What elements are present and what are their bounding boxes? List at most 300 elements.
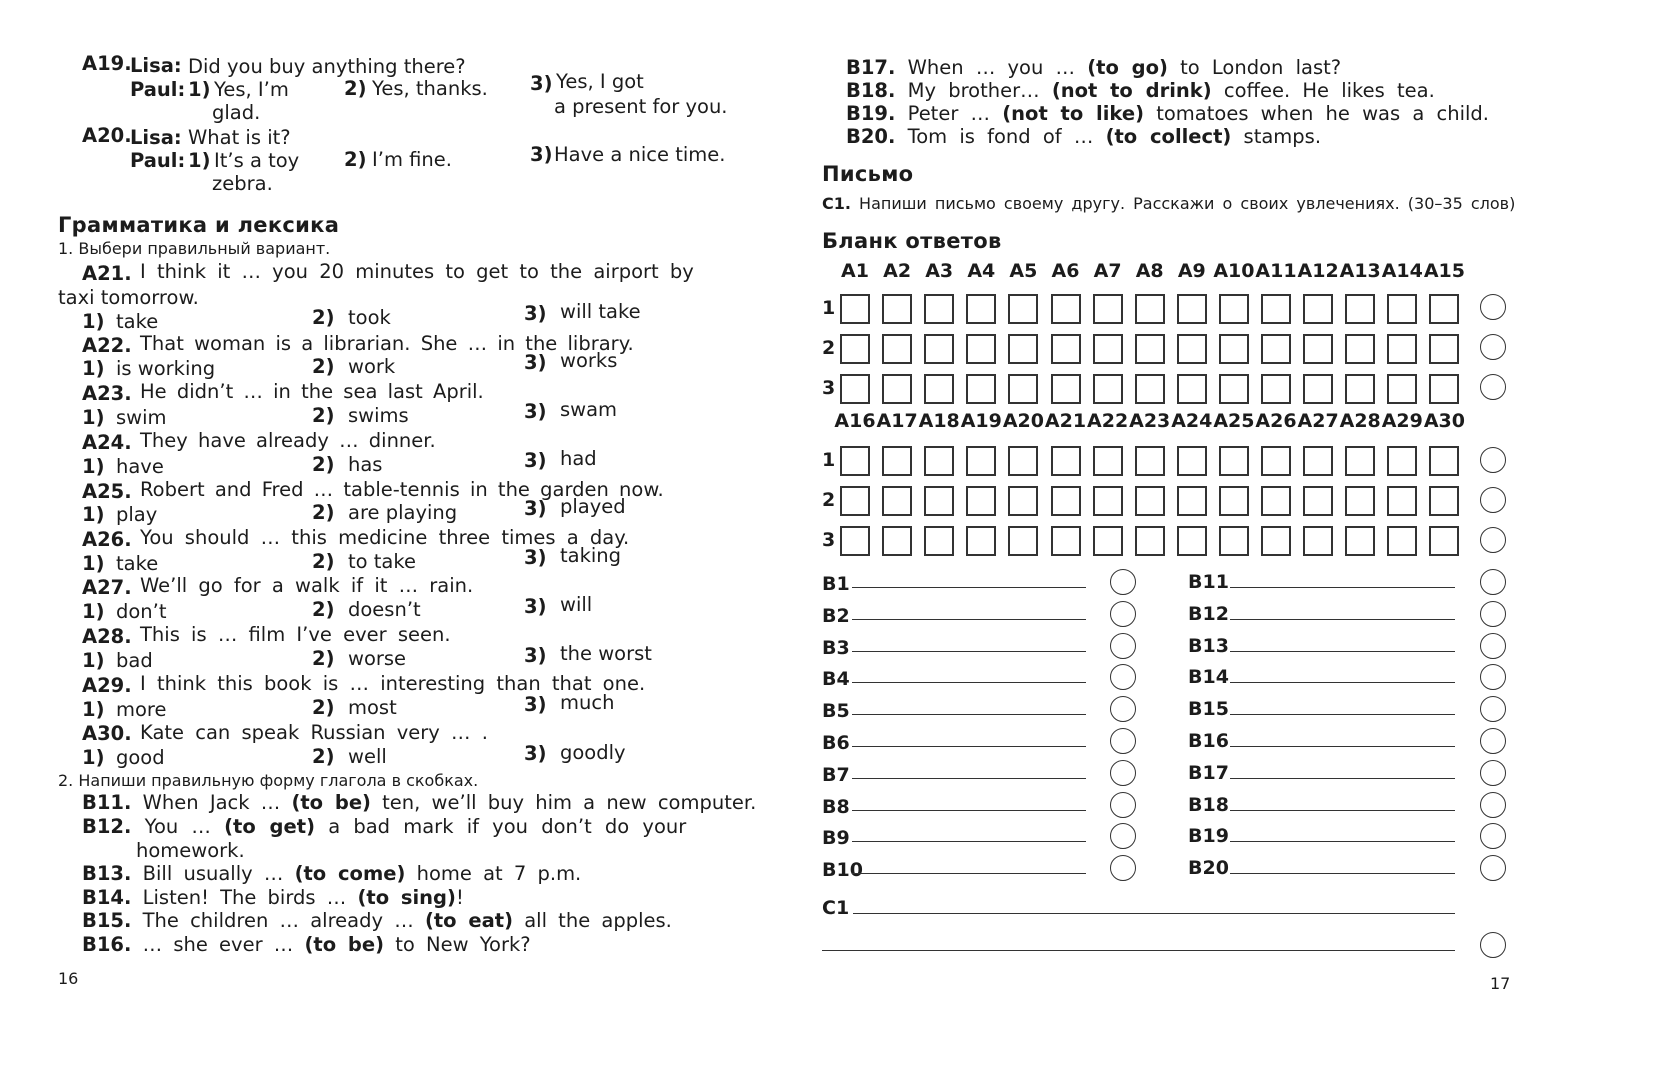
sentence-text: My brother…	[907, 79, 1040, 102]
answer-line-b4[interactable]	[852, 682, 1086, 683]
answer-box-a17-3[interactable]	[882, 526, 912, 556]
question-text: I think it … you 20 minutes to get to the airport by	[140, 260, 694, 283]
answer-box-a23-2[interactable]	[1135, 486, 1165, 516]
answer-box-a7-3[interactable]	[1093, 374, 1123, 404]
question-text: This is … film I’ve ever seen.	[140, 623, 451, 646]
score-circle-grid2-row1[interactable]	[1480, 447, 1506, 473]
answer-box-a6-2[interactable]	[1051, 334, 1081, 364]
sentence-number: B11.	[82, 791, 132, 814]
option-text: Have a nice time.	[554, 143, 726, 166]
answer-line-b13[interactable]	[1230, 651, 1455, 652]
option-text: bad	[116, 649, 153, 672]
answer-box-a22-1[interactable]	[1093, 446, 1123, 476]
answer-box-a30-3[interactable]	[1429, 526, 1459, 556]
answer-box-a1-1[interactable]	[840, 294, 870, 324]
option-text: play	[116, 503, 158, 526]
grid-row-label: 2	[822, 489, 836, 511]
answer-box-a7-2[interactable]	[1093, 334, 1123, 364]
grid-column-header: A10	[1213, 260, 1255, 282]
sentence-b11	[82, 791, 756, 815]
task-number: C1.	[822, 194, 851, 213]
score-circle-b16[interactable]	[1480, 728, 1506, 754]
score-circle-b10[interactable]	[1110, 855, 1136, 881]
grid-row-label: 1	[822, 449, 836, 471]
answer-box-a6-1[interactable]	[1051, 294, 1081, 324]
answer-box-a15-3[interactable]	[1429, 374, 1459, 404]
option-text: taking	[560, 544, 622, 567]
score-circle-grid1-row2[interactable]	[1480, 334, 1506, 360]
grid-column-header: A26	[1255, 410, 1297, 432]
option-number: 3)	[524, 302, 547, 325]
score-circle-b4[interactable]	[1110, 664, 1136, 690]
answer-box-a14-1[interactable]	[1387, 294, 1417, 324]
option-number: 1)	[82, 552, 105, 575]
sentence-text: tomatoes when he was a child.	[1156, 102, 1489, 125]
answer-box-a26-3[interactable]	[1261, 526, 1291, 556]
answer-box-a26-2[interactable]	[1261, 486, 1291, 516]
answer-label-b2: B2	[822, 604, 850, 627]
grid-column-header: A11	[1255, 260, 1297, 282]
sentence-number: B19.	[846, 102, 896, 125]
sentence-text: When … you …	[907, 56, 1076, 79]
option-number: 2)	[344, 148, 367, 171]
answer-box-a5-2[interactable]	[1008, 334, 1038, 364]
sentence-b12	[82, 815, 686, 839]
answer-box-a20-2[interactable]	[1008, 486, 1038, 516]
answer-box-a5-1[interactable]	[1008, 294, 1038, 324]
option-number: 3)	[530, 72, 553, 95]
sentence-number: B12.	[82, 815, 132, 838]
answer-label-b16: B16	[1188, 730, 1229, 752]
answer-line-b3[interactable]	[852, 651, 1086, 652]
grid-column-header: A30	[1423, 410, 1465, 432]
answer-box-a10-2[interactable]	[1219, 334, 1249, 364]
grid-column-header: A22	[1087, 410, 1129, 432]
word-count: (30–35 слов)	[1407, 194, 1516, 213]
answer-box-a30-1[interactable]	[1429, 446, 1459, 476]
question-text: They have already … dinner.	[140, 429, 436, 452]
verb-hint: (not to drink)	[1051, 79, 1212, 102]
answer-label-c1: C1	[822, 897, 850, 919]
option-text: is working	[116, 357, 216, 380]
answer-box-a26-1[interactable]	[1261, 446, 1291, 476]
score-circle-b8[interactable]	[1110, 792, 1136, 818]
question-number: A26.	[82, 528, 132, 551]
question-text-cont: taxi tomorrow.	[58, 286, 199, 309]
sentence-text: to London last?	[1180, 56, 1342, 79]
grid-column-header: A12	[1297, 260, 1339, 282]
score-circle-b17[interactable]	[1480, 760, 1506, 786]
answer-label-b18: B18	[1188, 793, 1229, 816]
option-number: 1)	[82, 310, 105, 333]
option-number: 1)	[82, 455, 105, 478]
sentence-b17	[846, 56, 1341, 80]
verb-hint: (to be)	[304, 933, 385, 956]
answer-box-a25-2[interactable]	[1219, 486, 1249, 516]
option-number: 1)	[82, 698, 105, 721]
answer-box-a24-1[interactable]	[1177, 446, 1207, 476]
option-text: will	[560, 593, 593, 616]
answer-line-b14[interactable]	[1230, 682, 1455, 683]
answer-box-a30-2[interactable]	[1429, 486, 1459, 516]
question-text: You should … this medicine three times a day.	[140, 526, 630, 549]
option-number: 3)	[524, 400, 547, 423]
grid-column-header: A20	[1002, 410, 1044, 432]
verb-hint: (not to like)	[1002, 102, 1145, 125]
sentence-text: Peter …	[907, 102, 991, 125]
answer-line-b17[interactable]	[1230, 778, 1455, 779]
answer-line-b9[interactable]	[852, 841, 1086, 842]
option-number: 3)	[524, 693, 547, 716]
answer-box-a4-2[interactable]	[966, 334, 996, 364]
option-number: 2)	[312, 598, 335, 621]
answer-line-b5[interactable]	[852, 714, 1086, 715]
sentence-text: !	[455, 886, 464, 909]
score-circle-grid1-row1[interactable]	[1480, 294, 1506, 320]
grid-column-header: A13	[1339, 260, 1381, 282]
sentence-text: to New York?	[395, 933, 531, 956]
question-number: A24.	[82, 431, 132, 454]
question-text: We’ll go for a walk if it … rain.	[140, 574, 474, 597]
answer-box-a13-1[interactable]	[1345, 294, 1375, 324]
answer-box-a2-1[interactable]	[882, 294, 912, 324]
answer-box-a28-1[interactable]	[1345, 446, 1375, 476]
letter-section-title: Письмо	[822, 162, 914, 186]
grid-row-label: 1	[822, 297, 836, 319]
answer-box-a22-3[interactable]	[1093, 526, 1123, 556]
grid-column-header: A16	[834, 410, 876, 432]
score-circle-grid1-row3[interactable]	[1480, 374, 1506, 400]
sentence-number: B16.	[82, 933, 132, 956]
answer-line-b20[interactable]	[1230, 873, 1455, 874]
option-number: 3)	[524, 546, 547, 569]
sentence-b19	[846, 102, 1489, 126]
option-text: swam	[560, 398, 618, 421]
grid-column-header: A21	[1044, 410, 1087, 432]
option-number: 1)	[82, 649, 105, 672]
answer-label-b5: B5	[822, 700, 850, 723]
answer-box-a29-3[interactable]	[1387, 526, 1417, 556]
answer-line-b10[interactable]	[852, 873, 1086, 874]
answer-box-a18-1[interactable]	[924, 446, 954, 476]
answer-line-b11[interactable]	[1230, 587, 1455, 588]
answer-box-a17-2[interactable]	[882, 486, 912, 516]
option-number: 3)	[524, 449, 547, 472]
answer-box-a13-3[interactable]	[1345, 374, 1375, 404]
answer-box-a12-1[interactable]	[1303, 294, 1333, 324]
answer-box-a4-1[interactable]	[966, 294, 996, 324]
option-text: work	[348, 355, 396, 378]
answer-label-b3: B3	[822, 636, 850, 659]
answer-label-b17: B17	[1188, 761, 1229, 784]
option-number: 2)	[312, 453, 335, 476]
sentence-b15	[82, 909, 672, 933]
answer-box-a3-2[interactable]	[924, 334, 954, 364]
answer-label-b7: B7	[822, 763, 850, 786]
answer-box-a14-2[interactable]	[1387, 334, 1417, 364]
option-number: 2)	[312, 501, 335, 524]
option-text: took	[348, 306, 391, 329]
option-number: 3)	[524, 595, 547, 618]
answer-line-b8[interactable]	[852, 810, 1086, 811]
grid-column-header: A24	[1171, 410, 1213, 432]
score-circle-b18[interactable]	[1480, 792, 1506, 818]
grid-column-header: A27	[1297, 410, 1339, 432]
answer-box-a9-1[interactable]	[1177, 294, 1207, 324]
score-circle-b3[interactable]	[1110, 633, 1136, 659]
answer-box-a27-1[interactable]	[1303, 446, 1333, 476]
question-number: A23.	[82, 382, 132, 405]
sentence-number: B15.	[82, 909, 132, 932]
option-text: works	[560, 349, 618, 372]
grid-column-header: A14	[1381, 260, 1423, 282]
answer-box-a2-3[interactable]	[882, 374, 912, 404]
answer-box-a3-1[interactable]	[924, 294, 954, 324]
answer-box-a9-2[interactable]	[1177, 334, 1207, 364]
grid-column-header: A6	[1051, 260, 1080, 282]
speaker-paul: Paul:	[130, 149, 186, 172]
option-number: 2)	[312, 355, 335, 378]
dialogue-line: What is it?	[188, 126, 291, 149]
answer-line-b16[interactable]	[1230, 746, 1455, 747]
score-circle-b11[interactable]	[1480, 569, 1506, 595]
answer-line-b6[interactable]	[852, 746, 1086, 747]
answer-line-b7[interactable]	[852, 778, 1086, 779]
option-text: swim	[116, 406, 167, 429]
option-number: 2)	[312, 306, 335, 329]
option-text: Yes, I got	[556, 70, 644, 93]
answer-box-a23-3[interactable]	[1135, 526, 1165, 556]
answer-box-a13-2[interactable]	[1345, 334, 1375, 364]
option-number: 2)	[312, 745, 335, 768]
answer-box-a28-3[interactable]	[1345, 526, 1375, 556]
option-text-cont: a present for you.	[554, 95, 728, 118]
answer-box-a27-3[interactable]	[1303, 526, 1333, 556]
answer-box-a16-2[interactable]	[840, 486, 870, 516]
answer-box-a25-3[interactable]	[1219, 526, 1249, 556]
answer-box-a8-1[interactable]	[1135, 294, 1165, 324]
answer-box-a8-3[interactable]	[1135, 374, 1165, 404]
sentence-text: all the apples.	[524, 909, 672, 932]
option-text: Yes, thanks.	[372, 77, 488, 100]
answer-box-a3-3[interactable]	[924, 374, 954, 404]
answer-box-a18-2[interactable]	[924, 486, 954, 516]
answer-label-b12: B12	[1188, 602, 1229, 625]
sentence-text: coffee. He likes tea.	[1223, 79, 1435, 102]
question-number: A29.	[82, 674, 132, 697]
grid-column-header: A17	[876, 410, 918, 432]
sentence-text: a bad mark if you don’t do your	[328, 815, 687, 838]
answer-line-b15[interactable]	[1230, 714, 1455, 715]
answer-box-a19-3[interactable]	[966, 526, 996, 556]
verb-hint: (to collect)	[1105, 125, 1232, 148]
score-circle-b9[interactable]	[1110, 823, 1136, 849]
answer-box-a23-1[interactable]	[1135, 446, 1165, 476]
answer-label-b14: B14	[1188, 666, 1229, 689]
answer-box-a17-1[interactable]	[882, 446, 912, 476]
verb-hint: (to go)	[1087, 56, 1168, 79]
answer-box-a15-1[interactable]	[1429, 294, 1459, 324]
question-number: A30.	[82, 722, 132, 745]
speaker-lisa: Lisa:	[130, 126, 182, 149]
speaker-lisa: Lisa:	[130, 54, 182, 77]
score-circle-b13[interactable]	[1480, 633, 1506, 659]
verb-hint: (to get)	[224, 815, 315, 838]
answer-label-b13: B13	[1188, 634, 1229, 657]
answer-box-a11-3[interactable]	[1261, 374, 1291, 404]
answer-box-a6-3[interactable]	[1051, 374, 1081, 404]
answer-box-a4-3[interactable]	[966, 374, 996, 404]
question-number: A27.	[82, 576, 132, 599]
question-number: A25.	[82, 480, 132, 503]
answer-box-a11-1[interactable]	[1261, 294, 1291, 324]
answer-label-b11: B11	[1188, 571, 1229, 593]
sentence-text: … she ever …	[142, 933, 294, 956]
task-instruction-1: 1. Выбери правильный вариант.	[58, 239, 331, 258]
answer-line-c1-2[interactable]	[822, 950, 1455, 951]
page-number: 17	[1490, 974, 1511, 993]
answer-box-a16-3[interactable]	[840, 526, 870, 556]
score-circle-grid2-row3[interactable]	[1480, 527, 1506, 553]
answer-line-b12[interactable]	[1230, 619, 1455, 620]
score-circle-b2[interactable]	[1110, 601, 1136, 627]
answer-box-a19-2[interactable]	[966, 486, 996, 516]
answer-box-a11-2[interactable]	[1261, 334, 1291, 364]
task-instruction-2: 2. Напиши правильную форму глагола в скобках.	[58, 771, 479, 790]
sentence-text: The children … already …	[142, 909, 414, 932]
score-circle-b1[interactable]	[1110, 569, 1136, 595]
answer-box-a22-2[interactable]	[1093, 486, 1123, 516]
score-circle-b5[interactable]	[1110, 696, 1136, 722]
answer-line-c1[interactable]	[853, 913, 1455, 914]
option-number: 2)	[312, 647, 335, 670]
score-circle-grid2-row2[interactable]	[1480, 487, 1506, 513]
option-text: swims	[348, 404, 409, 427]
answer-box-a9-3[interactable]	[1177, 374, 1207, 404]
answer-box-a19-1[interactable]	[966, 446, 996, 476]
answer-box-a14-3[interactable]	[1387, 374, 1417, 404]
score-circle-b20[interactable]	[1480, 855, 1506, 881]
option-number: 3)	[530, 143, 553, 166]
dialogue-line: Did you buy anything there?	[188, 55, 466, 78]
grid-column-header: A18	[918, 410, 960, 432]
grid-column-header: A8	[1135, 260, 1164, 282]
answer-box-a24-3[interactable]	[1177, 526, 1207, 556]
answer-label-b15: B15	[1188, 698, 1229, 721]
option-number: 1)	[82, 357, 105, 380]
answer-box-a28-2[interactable]	[1345, 486, 1375, 516]
sentence-b13	[82, 862, 581, 886]
score-circle-b7[interactable]	[1110, 760, 1136, 786]
grid-column-header: A1	[841, 260, 869, 282]
answer-line-b2[interactable]	[852, 619, 1086, 620]
answer-box-a10-3[interactable]	[1219, 374, 1249, 404]
sentence-number: B13.	[82, 862, 132, 885]
answer-line-b1[interactable]	[852, 587, 1086, 588]
answer-box-a1-3[interactable]	[840, 374, 870, 404]
sentence-text: When Jack …	[142, 791, 281, 814]
answer-box-a1-2[interactable]	[840, 334, 870, 364]
option-number: 1)	[188, 78, 211, 101]
score-circle-b6[interactable]	[1110, 728, 1136, 754]
answer-box-a21-2[interactable]	[1051, 486, 1081, 516]
option-text: most	[348, 696, 397, 719]
sentence-number: B14.	[82, 886, 132, 909]
option-text: Yes, I’m	[214, 78, 289, 101]
answer-box-a29-1[interactable]	[1387, 446, 1417, 476]
question-number-a19: A19.	[82, 52, 132, 75]
answer-box-a27-2[interactable]	[1303, 486, 1333, 516]
answer-box-a2-2[interactable]	[882, 334, 912, 364]
answer-box-a24-2[interactable]	[1177, 486, 1207, 516]
answer-box-a20-3[interactable]	[1008, 526, 1038, 556]
sentence-b20	[846, 125, 1321, 149]
option-text: goodly	[560, 741, 626, 764]
answer-box-a12-2[interactable]	[1303, 334, 1333, 364]
option-text: had	[560, 447, 597, 470]
sentence-b18	[846, 79, 1435, 103]
question-number: A28.	[82, 625, 132, 648]
answer-label-b8: B8	[822, 795, 850, 818]
sentence-text: You …	[144, 815, 211, 838]
option-text: I’m fine.	[372, 148, 452, 171]
grid-column-header: A5	[1009, 260, 1038, 282]
answer-box-a16-1[interactable]	[840, 446, 870, 476]
option-text: worse	[348, 647, 407, 670]
score-circle-c1[interactable]	[1480, 932, 1506, 958]
option-text: good	[116, 746, 165, 769]
verb-hint: (to be)	[291, 791, 371, 814]
grid-column-header: A7	[1093, 260, 1122, 282]
answer-box-a8-2[interactable]	[1135, 334, 1165, 364]
answer-line-b18[interactable]	[1230, 810, 1455, 811]
sentence-text-cont: homework.	[136, 839, 245, 862]
option-text: take	[116, 310, 159, 333]
answer-box-a18-3[interactable]	[924, 526, 954, 556]
option-number: 2)	[312, 550, 335, 573]
answer-box-a20-1[interactable]	[1008, 446, 1038, 476]
score-circle-b14[interactable]	[1480, 664, 1506, 690]
answer-label-b1: B1	[822, 573, 850, 595]
answer-box-a15-2[interactable]	[1429, 334, 1459, 364]
answer-box-a25-1[interactable]	[1219, 446, 1249, 476]
score-circle-b12[interactable]	[1480, 601, 1506, 627]
score-circle-b19[interactable]	[1480, 823, 1506, 849]
answer-label-b20: B20	[1188, 857, 1229, 880]
option-text: much	[560, 691, 615, 714]
grid-column-header: A15	[1423, 260, 1465, 282]
option-text: take	[116, 552, 159, 575]
option-text: to take	[348, 550, 416, 573]
answer-box-a21-1[interactable]	[1051, 446, 1081, 476]
answer-box-a5-3[interactable]	[1008, 374, 1038, 404]
speaker-paul: Paul:	[130, 78, 186, 101]
answer-label-b10: B10	[822, 859, 863, 882]
sentence-text: home at 7 p.m.	[416, 862, 582, 885]
answer-box-a10-1[interactable]	[1219, 294, 1249, 324]
option-number: 3)	[524, 497, 547, 520]
answer-line-b19[interactable]	[1230, 841, 1455, 842]
answer-box-a29-2[interactable]	[1387, 486, 1417, 516]
grid-column-header: A23	[1129, 410, 1171, 432]
score-circle-b15[interactable]	[1480, 696, 1506, 722]
answer-box-a7-1[interactable]	[1093, 294, 1123, 324]
option-text-cont: zebra.	[212, 172, 273, 195]
answer-box-a21-3[interactable]	[1051, 526, 1081, 556]
answer-label-b19: B19	[1188, 825, 1229, 848]
option-text-cont: glad.	[212, 101, 261, 124]
answer-box-a12-3[interactable]	[1303, 374, 1333, 404]
